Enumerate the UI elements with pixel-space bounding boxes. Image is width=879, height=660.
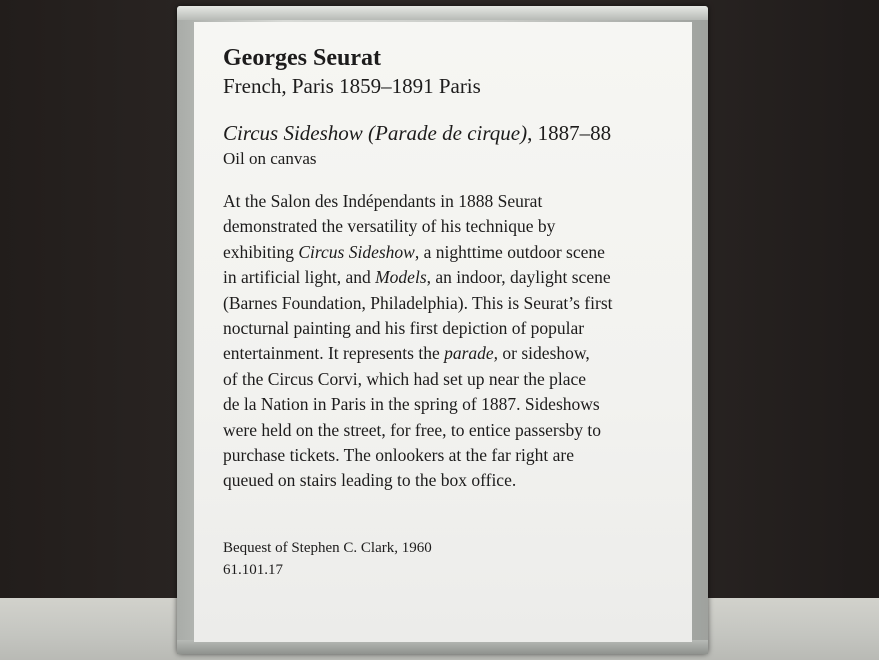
description-text: or sideshow,	[498, 343, 590, 364]
description-text: (Barnes Foundation, Philadelphia). This is Seurat’s first	[223, 292, 613, 313]
description-line	[223, 316, 683, 341]
description-text: queued on stairs leading to the box office.	[223, 470, 517, 491]
description-italic-text: parade,	[444, 343, 499, 364]
artwork-medium: Oil on canvas	[223, 149, 317, 168]
description-text: in artificial light, and	[223, 267, 376, 288]
description-text: , a nighttime outdoor scene	[414, 241, 605, 262]
description-text: At the Salon des Indépendants in 1888 Seurat	[223, 191, 543, 211]
description-text: , an indoor, daylight scene	[426, 267, 611, 288]
description-line	[223, 443, 683, 468]
description-line	[223, 189, 683, 214]
description-text: of the Circus Corvi, which had set up near the place	[223, 368, 587, 389]
museum-label-card	[194, 22, 692, 642]
description-text: entertainment. It represents the	[223, 343, 445, 364]
description-line	[223, 265, 683, 290]
description-text: exhibiting	[223, 241, 299, 262]
description-line	[223, 240, 683, 265]
description-text: de la Nation in Paris in the spring of 1887. Sideshows	[223, 394, 600, 415]
credit-line: Bequest of Stephen C. Clark, 1960	[223, 539, 432, 556]
artwork-date: , 1887–88	[527, 121, 612, 145]
label-frame-bottom-edge	[177, 640, 708, 654]
description-text: demonstrated the versatility of his technique by	[223, 216, 556, 237]
description-text: were held on the street, for free, to entice passersby to	[223, 419, 602, 440]
description-italic-text: Models	[375, 267, 427, 288]
description-text: nocturnal painting and his first depiction of popular	[223, 318, 585, 339]
artwork-title: Circus Sideshow (Parade de cirque)	[223, 121, 528, 145]
description-line	[223, 418, 683, 443]
artwork-title-line	[223, 119, 692, 147]
accession-number: 61.101.17	[223, 561, 283, 578]
description-italic-text: Circus Sideshow	[298, 241, 415, 262]
artist-name: Georges Seurat	[223, 45, 381, 71]
description-line	[223, 367, 683, 392]
artwork-description	[223, 189, 683, 494]
description-line	[223, 291, 683, 316]
description-line	[223, 214, 683, 239]
description-line	[223, 468, 683, 493]
artist-nationality-dates: French, Paris 1859–1891 Paris	[223, 74, 481, 98]
description-text: purchase tickets. The onlookers at the far right are	[223, 445, 574, 466]
description-line	[223, 341, 683, 366]
description-line	[223, 392, 683, 417]
label-frame-top-edge	[177, 6, 708, 20]
